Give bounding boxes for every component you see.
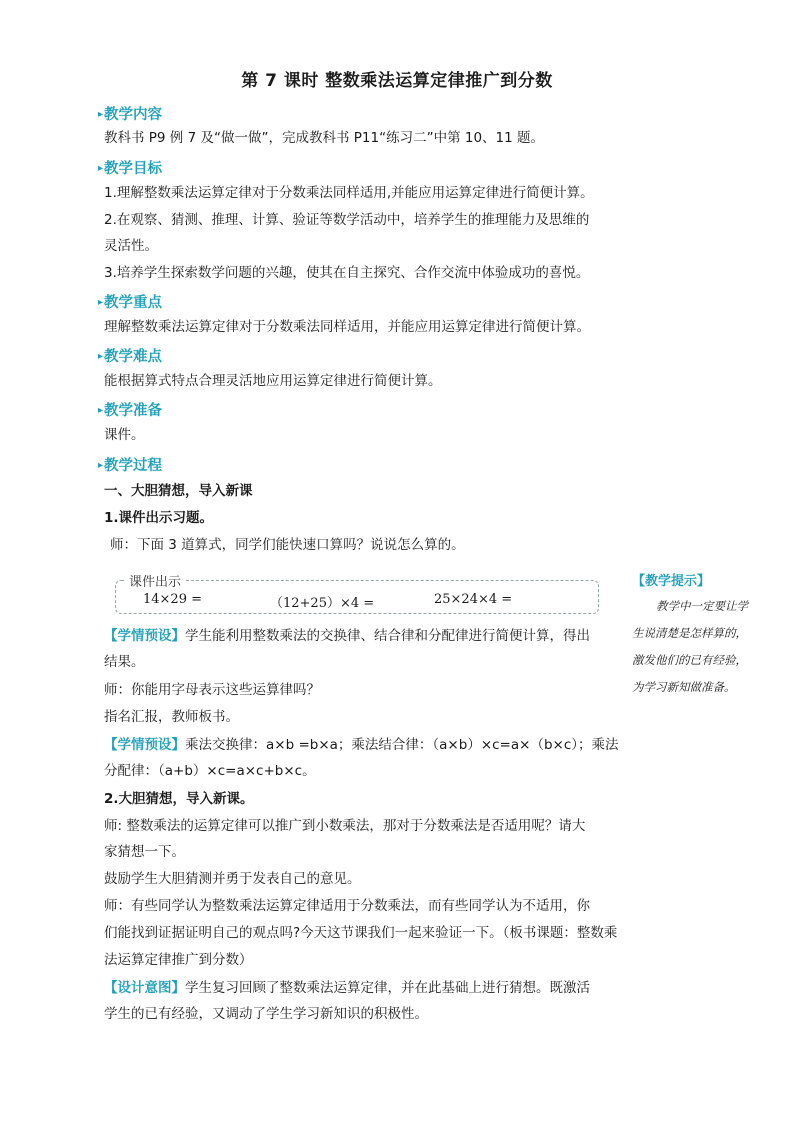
preset-tag: 【学情预设】 (104, 628, 185, 644)
step2: 2.大胆猜想，导入新课。 (104, 791, 254, 807)
preset-2 (104, 735, 619, 755)
expression-1: 14×29 = (143, 592, 203, 607)
teaching-tip-title: 【教学提示】 (632, 574, 711, 589)
heading-content: ▸ 教学内容 (98, 103, 162, 124)
teacher-question-2: 师：你能用字母表示这些运算律吗？ (104, 682, 320, 698)
preset-tag: 【学情预设】 (104, 737, 185, 753)
preset-1-text: 学生能利用整数乘法的交换律、结合律和分配律进行简便计算，得出 (185, 628, 590, 644)
heading-prep: ▸ 教学准备 (98, 399, 162, 420)
part1-heading: 一、大胆猜想，导入新课 (104, 483, 253, 499)
preset-1-cont: 结果。 (104, 654, 145, 670)
report-text: 指名汇报，教师板书。 (104, 709, 239, 725)
goal-2a: 2.在观察、猜测、推理、计算、验证等数学活动中，培养学生的推理能力及思维的 (104, 212, 590, 228)
difficulty-text: 能根据算式特点合理灵活地应用运算定律进行简便计算。 (104, 373, 442, 389)
teacher-4c: 法运算定律推广到分数） (104, 952, 253, 968)
teacher-question-1: 师：下面 3 道算式，同学们能快速口算吗？说说怎么算的。 (110, 537, 465, 553)
key-text: 理解整数乘法运算定律对于分数乘法同样适用，并能应用运算定律进行简便计算。 (104, 319, 590, 335)
design-intent (104, 978, 590, 998)
teacher-3b: 家猜想一下。 (104, 844, 185, 860)
expression-2: （12+25）×4 = (270, 596, 375, 611)
preset-2-text: 乘法交换律：a×b =b×a；乘法结合律：（a×b）×c=a×（b×c）；乘法 (185, 737, 619, 753)
teacher-3a: 师: 整数乘法的运算定律可以推广到小数乘法，那对于分数乘法是否适用呢？请大 (104, 818, 586, 834)
heading-process: ▸ 教学过程 (98, 454, 162, 475)
step1: 1.课件出示习题。 (104, 510, 214, 526)
heading-goals: ▸ 教学目标 (98, 157, 162, 178)
teacher-4b: 们能找到证据证明自己的观点吗?今天这节课我们一起来验证一下。（板书课题：整数乘 (104, 925, 618, 941)
teaching-tip-body: 教学中一定要让学生说清楚是怎样算的，激发他们的已有经验，为学习新知做准备。 (632, 599, 748, 694)
goal-1: 1.理解整数乘法运算定律对于分数乘法同样适用,并能应用运算定律进行简便计算。 (104, 185, 594, 201)
design-tag: 【设计意图】 (104, 980, 185, 996)
heading-key: ▸ 教学重点 (98, 291, 162, 312)
courseware-label: 课件出示 (125, 571, 185, 590)
design-text: 学生复习回顾了整数乘法运算定律，并在此基础上进行猜想。既激活 (185, 980, 590, 996)
preset-2-cont: 分配律：（a+b）×c=a×c+b×c。 (104, 763, 316, 779)
design-intent-cont: 学生的已有经验，又调动了学生学习新知识的积极性。 (104, 1006, 428, 1022)
page-title: 第 7 课时 整数乘法运算定律推广到分数 (241, 71, 553, 91)
prep-text: 课件。 (104, 427, 145, 443)
heading-difficulty: ▸ 教学难点 (98, 345, 162, 366)
preset-1 (104, 626, 590, 646)
goal-2b: 灵活性。 (104, 238, 158, 254)
encourage-text: 鼓励学生大胆猜测并勇于发表自己的意见。 (104, 871, 361, 887)
expression-3: 25×24×4 = (434, 592, 513, 607)
teacher-4a: 师：有些同学认为整数乘法运算定律适用于分数乘法，而有些同学认为不适用，你 (104, 898, 590, 914)
goal-3: 3.培养学生探索数学问题的兴趣，使其在自主探究、合作交流中体验成功的喜悦。 (104, 265, 590, 281)
content-text: 教科书 P9 例 7 及“做一做”，完成教科书 P11“练习二”中第 10、11 题。 (104, 130, 545, 146)
